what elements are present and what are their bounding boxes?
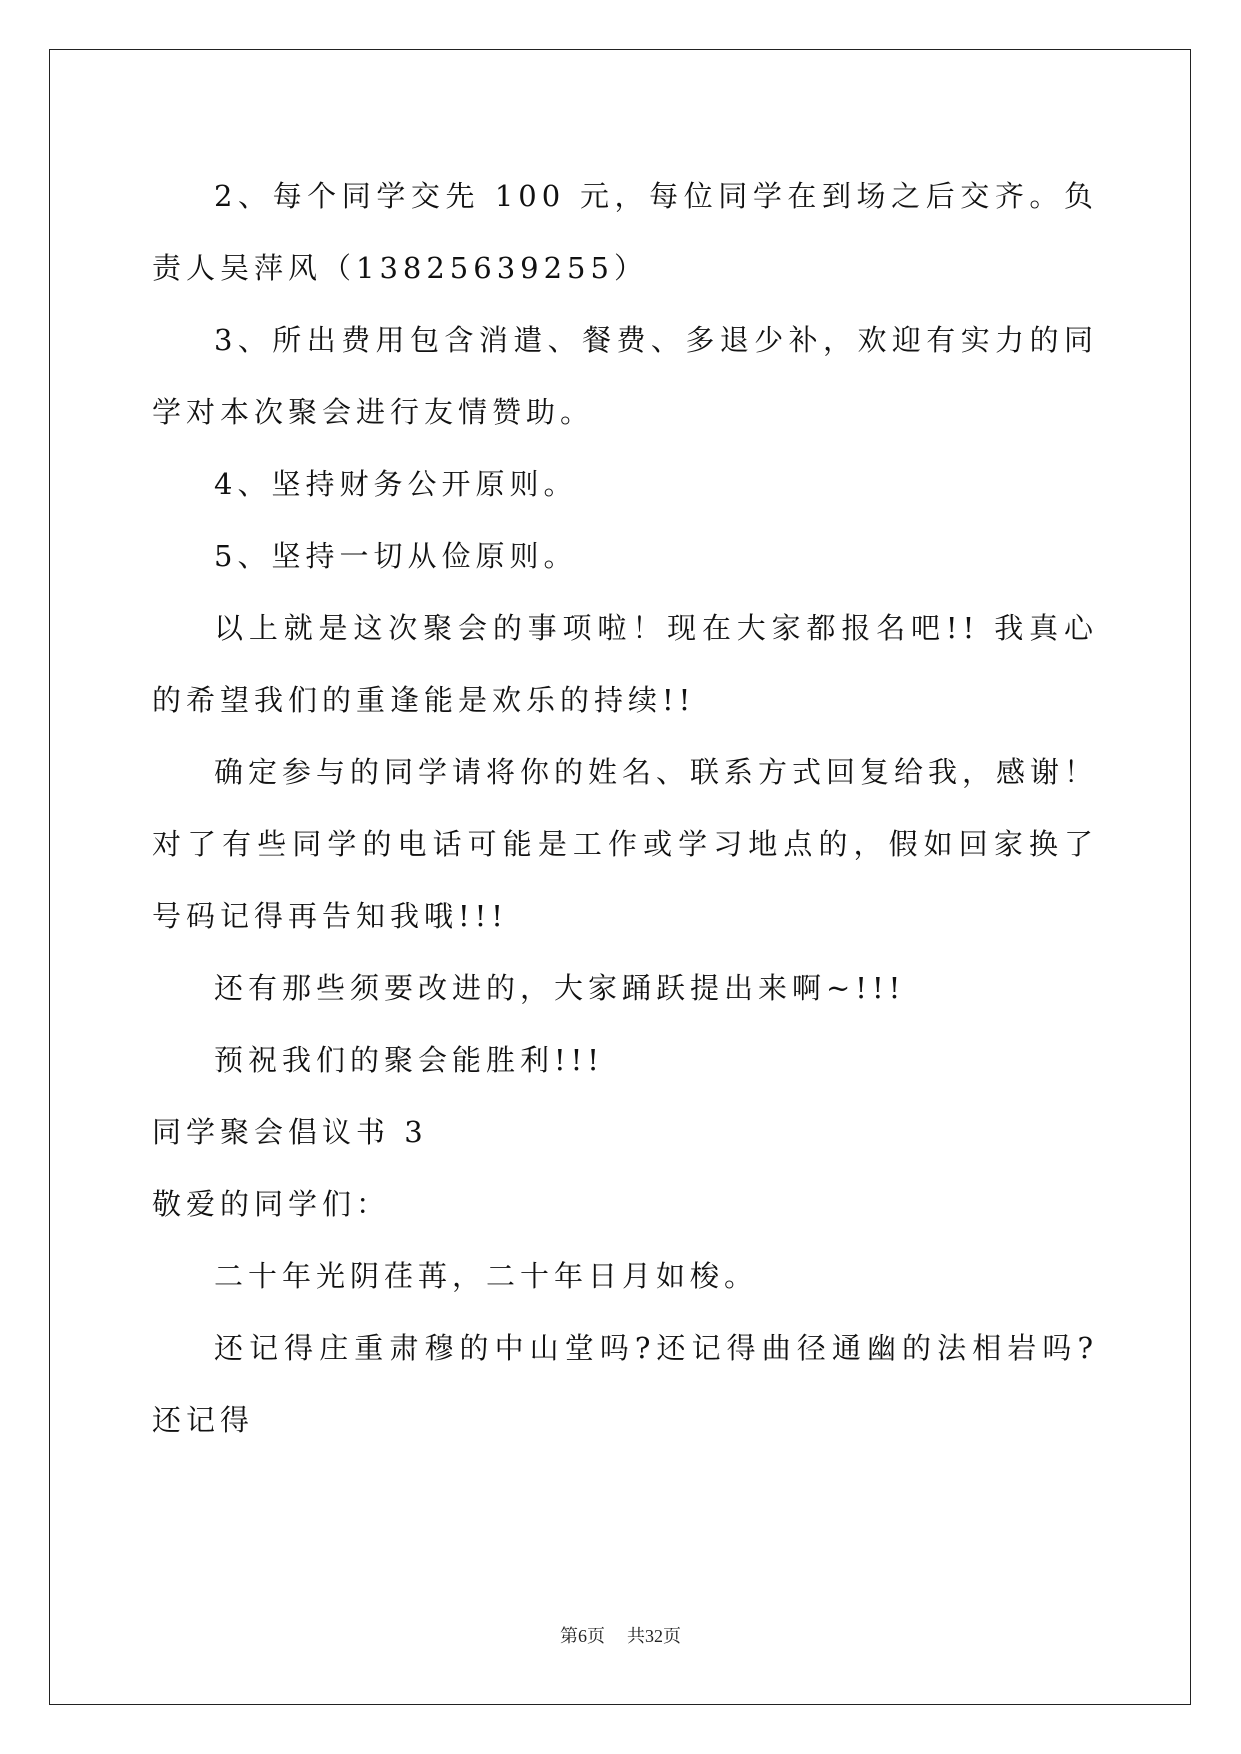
- paragraph-time-passes: 二十年光阴荏苒，二十年日月如梭。: [214, 1259, 759, 1293]
- footer-prefix: 第: [560, 1626, 578, 1647]
- paragraph-signup: 以上就是这次聚会的事项啦！现在大家都报名吧!! 我真心的希望我们的重逢能是欢乐的持续!!: [152, 611, 1098, 717]
- total-pages-number: 32: [645, 1626, 663, 1646]
- footer-total-prefix: 共: [627, 1626, 645, 1647]
- paragraph-memories: 还记得庄重肃穆的中山堂吗?还记得曲径通幽的法相岩吗?还记得: [152, 1331, 1098, 1437]
- current-page-number: 6: [578, 1626, 587, 1646]
- paragraph-frugal-principle: 5、坚持一切从俭原则。: [214, 539, 578, 573]
- salutation: 敬爱的同学们：: [152, 1187, 391, 1221]
- page-footer: [0, 1622, 1241, 1648]
- paragraph-finance-principle: 4、坚持财务公开原则。: [214, 467, 578, 501]
- paragraph-wish: 预祝我们的聚会能胜利!!!: [214, 1043, 604, 1077]
- paragraph-fee: 2、每个同学交先 100 元，每位同学在到场之后交齐。负责人吴萍风（13825639255）: [152, 179, 1098, 285]
- footer-page-unit: 页: [587, 1626, 605, 1647]
- paragraph-contact-reply: 确定参与的同学请将你的姓名、联系方式回复给我，感谢！对了有些同学的电话可能是工作或学习地点的，假如回家换了号码记得再告知我哦!!!: [152, 755, 1099, 933]
- section-title: 同学聚会倡议书 3: [152, 1115, 428, 1149]
- document-body: [152, 160, 1098, 1456]
- paragraph-expenses: 3、所出费用包含消遣、餐费、多退少补，欢迎有实力的同学对本次聚会进行友情赞助。: [152, 323, 1098, 429]
- paragraph-suggestions: 还有那些须要改进的，大家踊跃提出来啊~!!!: [214, 971, 906, 1005]
- footer-total-unit: 页: [663, 1626, 681, 1647]
